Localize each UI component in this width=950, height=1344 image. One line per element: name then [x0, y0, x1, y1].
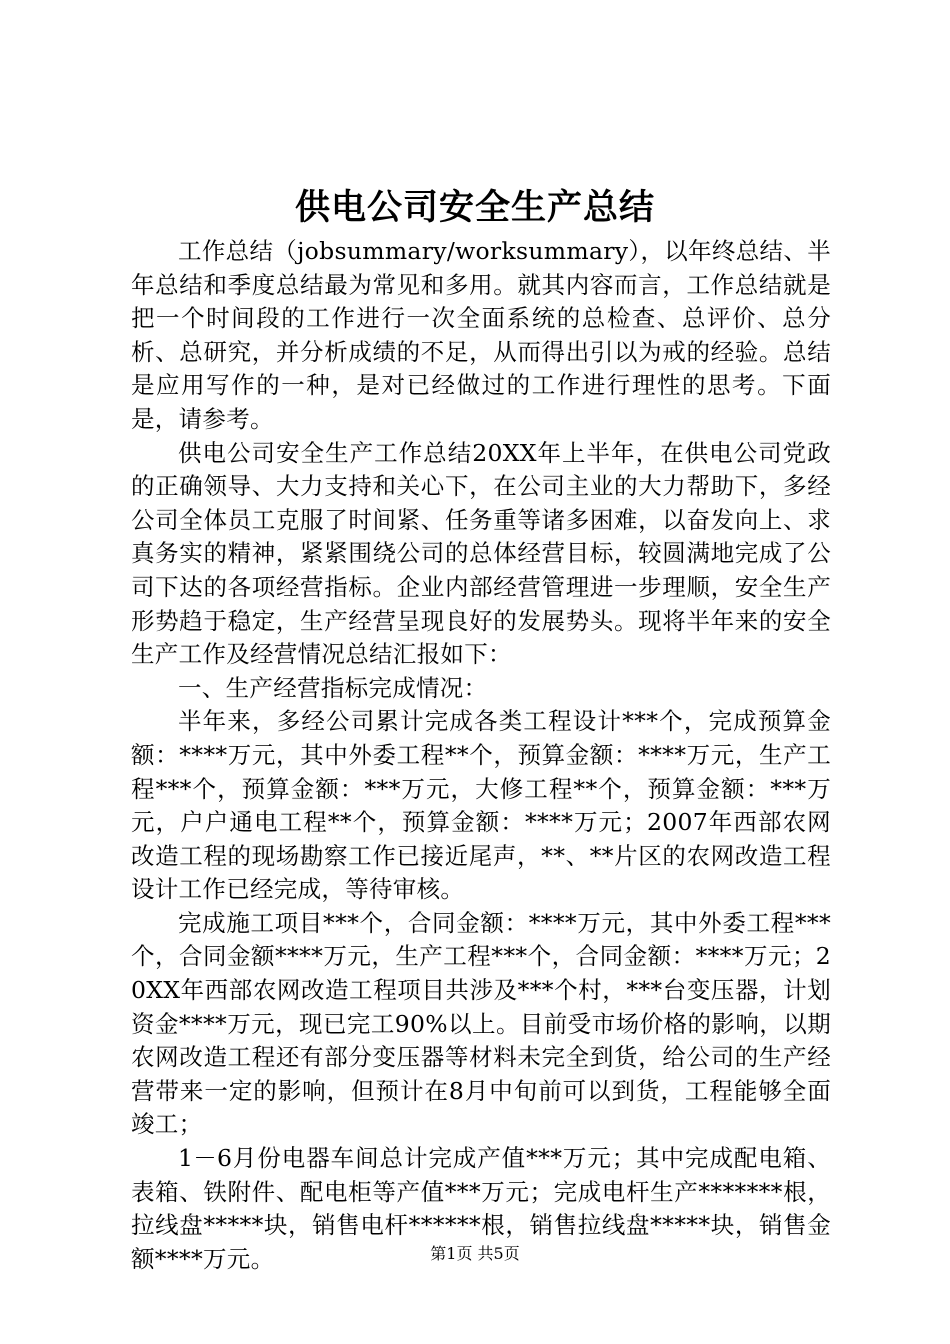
document-title: 供电公司安全生产总结	[294, 187, 655, 228]
paragraph-production: 1－6月份电器车间总计完成产值***万元；其中完成配电箱、表箱、铁附件、配电柜等产值***万元；完成电杆生产*******根，拉线盘*****块，销售电杆******根，销售拉线盘*****块，销售金额****万元。	[131, 1144, 831, 1273]
paragraph-construction: 完成施工项目***个，合同金额：****万元，其中外委工程***个，合同金额****万元，生产工程***个，合同金额：****万元；20XX年西部农网改造工程项目共涉及***个村，***台变压器，计划资金****万元，现已完工90%以上。目前受市场价格的影响，以期农网改造工程还有部分变压器等材料未完全到货，给公司的生产经营带来一定的影响，但预计在8月中旬前可以到货，工程能够全面竣工；	[131, 908, 831, 1139]
section-heading: 一、生产经营指标完成情况：	[178, 673, 488, 702]
document-body	[131, 235, 831, 1276]
paragraph-intro: 工作总结（jobsummary/worksummary），以年终总结、半年总结和季度总结最为常见和多用。就其内容而言，工作总结就是把一个时间段的工作进行一次全面系统的总检查、总评价、总分析、总研究，并分析成绩的不足，从而得出引以为戒的经验。总结是应用写作的一种，是对已经做过的工作进行理性的思考。下面是，请参考。	[131, 237, 831, 433]
page-footer: 第1页 共5页	[430, 1244, 520, 1263]
paragraph-summary: 供电公司安全生产工作总结20XX年上半年，在供电公司党政的正确领导、大力支持和关心下，在公司主业的大力帮助下，多经公司全体员工克服了时间紧、任务重等诸多困难，以奋发向上、求真务实的精神，紧紧围绕公司的总体经营目标，较圆满地完成了公司下达的各项经营指标。企业内部经营管理进一步理顺，安全生产形势趋于稳定，生产经营呈现良好的发展势头。现将半年来的安全生产工作及经营情况总结汇报如下：	[131, 438, 831, 669]
paragraph-design: 半年来，多经公司累计完成各类工程设计***个，完成预算金额：****万元，其中外委工程**个，预算金额：****万元，生产工程***个，预算金额：***万元，大修工程**个，预算金额：***万元，户户通电工程**个，预算金额：****万元；2007年西部农网改造工程的现场勘察工作已接近尾声，**、**片区的农网改造工程设计工作已经完成，等待审核。	[131, 707, 831, 904]
